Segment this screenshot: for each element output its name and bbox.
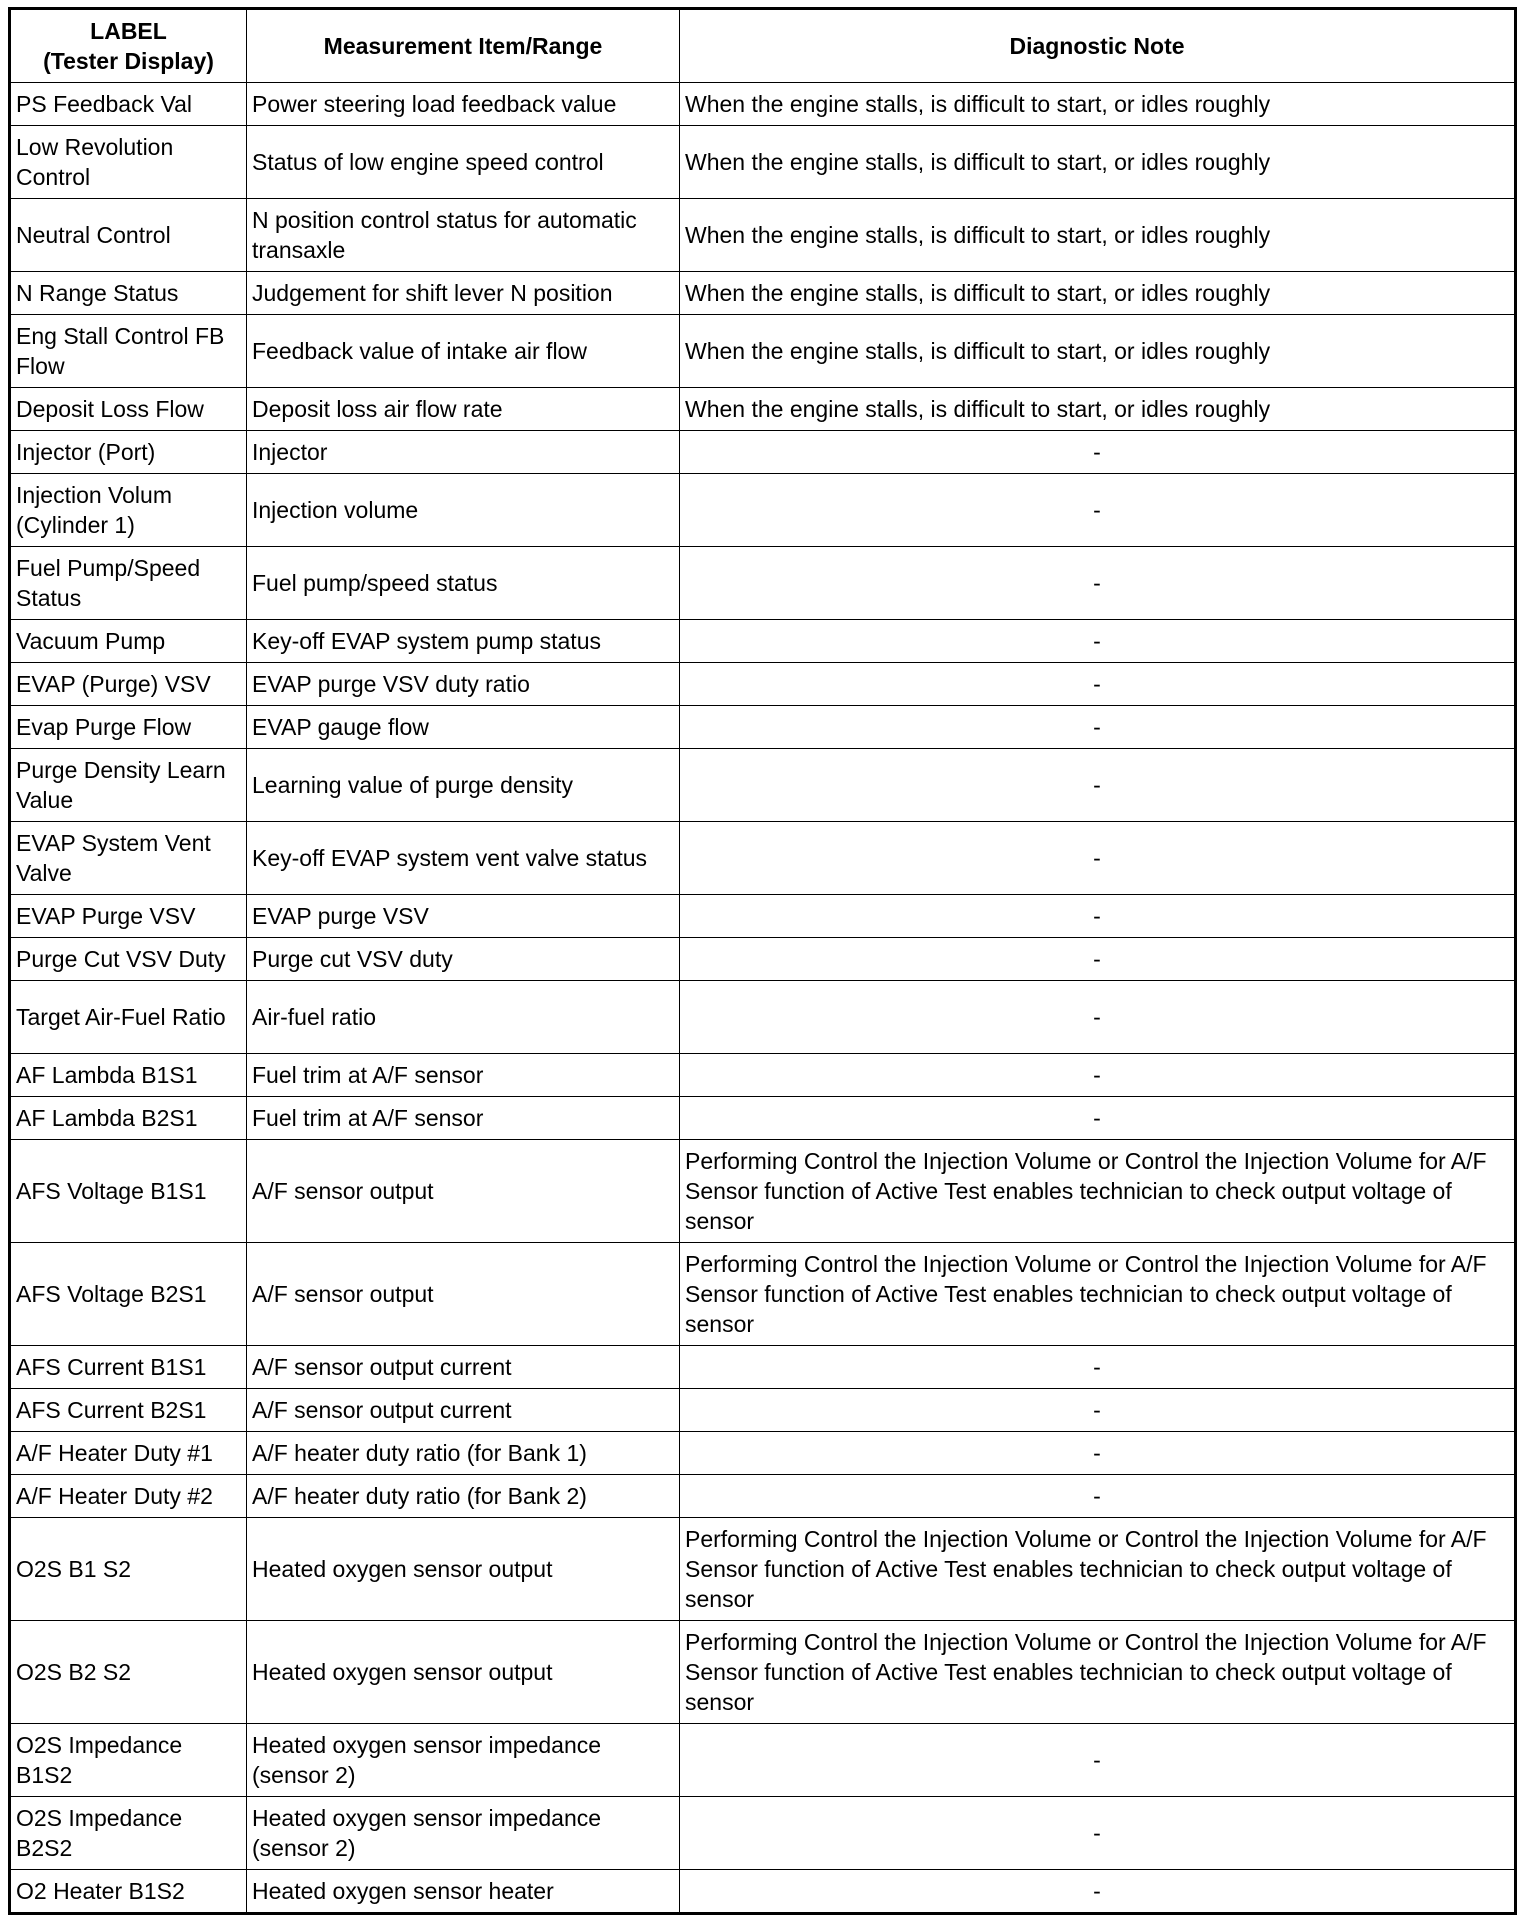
cell-diagnostic-note: Performing Control the Injection Volume or Control the Injection Volume for A/F Sensor function of Active Test enables technician to check output voltage of sensor bbox=[680, 1621, 1516, 1724]
table-row bbox=[10, 1243, 1516, 1346]
table-row bbox=[10, 749, 1516, 822]
cell-measurement: A/F sensor output bbox=[247, 1140, 680, 1243]
table-row bbox=[10, 1518, 1516, 1621]
table-row bbox=[10, 315, 1516, 388]
cell-label: O2 Heater B1S2 bbox=[10, 1870, 247, 1914]
cell-measurement: Injector bbox=[247, 431, 680, 474]
cell-diagnostic-note: - bbox=[680, 1475, 1516, 1518]
cell-measurement: Feedback value of intake air flow bbox=[247, 315, 680, 388]
cell-diagnostic-note: - bbox=[680, 1797, 1516, 1870]
table-row bbox=[10, 83, 1516, 126]
cell-label: AF Lambda B1S1 bbox=[10, 1054, 247, 1097]
cell-measurement: Power steering load feedback value bbox=[247, 83, 680, 126]
cell-diagnostic-note: - bbox=[680, 620, 1516, 663]
cell-measurement: Purge cut VSV duty bbox=[247, 938, 680, 981]
cell-label: AFS Voltage B2S1 bbox=[10, 1243, 247, 1346]
cell-diagnostic-note: When the engine stalls, is difficult to start, or idles roughly bbox=[680, 315, 1516, 388]
table-row bbox=[10, 126, 1516, 199]
cell-label: O2S B2 S2 bbox=[10, 1621, 247, 1724]
cell-measurement: Key-off EVAP system pump status bbox=[247, 620, 680, 663]
cell-label: Target Air-Fuel Ratio bbox=[10, 981, 247, 1054]
table-row bbox=[10, 706, 1516, 749]
cell-label: PS Feedback Val bbox=[10, 83, 247, 126]
cell-label: A/F Heater Duty #1 bbox=[10, 1432, 247, 1475]
cell-diagnostic-note: When the engine stalls, is difficult to start, or idles roughly bbox=[680, 126, 1516, 199]
table-row bbox=[10, 1097, 1516, 1140]
cell-diagnostic-note: - bbox=[680, 474, 1516, 547]
table-row bbox=[10, 1621, 1516, 1724]
cell-measurement: Learning value of purge density bbox=[247, 749, 680, 822]
cell-measurement: EVAP purge VSV bbox=[247, 895, 680, 938]
cell-measurement: A/F sensor output current bbox=[247, 1346, 680, 1389]
cell-diagnostic-note: - bbox=[680, 1346, 1516, 1389]
cell-measurement: A/F sensor output current bbox=[247, 1389, 680, 1432]
cell-measurement: A/F heater duty ratio (for Bank 2) bbox=[247, 1475, 680, 1518]
cell-measurement: Deposit loss air flow rate bbox=[247, 388, 680, 431]
cell-measurement: EVAP purge VSV duty ratio bbox=[247, 663, 680, 706]
cell-label: Eng Stall Control FB Flow bbox=[10, 315, 247, 388]
table-row bbox=[10, 547, 1516, 620]
cell-label: AFS Current B2S1 bbox=[10, 1389, 247, 1432]
cell-measurement: Status of low engine speed control bbox=[247, 126, 680, 199]
cell-diagnostic-note: - bbox=[680, 895, 1516, 938]
cell-label: O2S Impedance B2S2 bbox=[10, 1797, 247, 1870]
cell-diagnostic-note: Performing Control the Injection Volume or Control the Injection Volume for A/F Sensor function of Active Test enables technician to check output voltage of sensor bbox=[680, 1243, 1516, 1346]
cell-diagnostic-note: - bbox=[680, 1054, 1516, 1097]
cell-measurement: Heated oxygen sensor output bbox=[247, 1621, 680, 1724]
cell-diagnostic-note: - bbox=[680, 938, 1516, 981]
table-row bbox=[10, 1389, 1516, 1432]
cell-measurement: EVAP gauge flow bbox=[247, 706, 680, 749]
table-row bbox=[10, 1797, 1516, 1870]
table-row bbox=[10, 388, 1516, 431]
cell-measurement: A/F sensor output bbox=[247, 1243, 680, 1346]
cell-diagnostic-note: - bbox=[680, 1432, 1516, 1475]
cell-label: AFS Voltage B1S1 bbox=[10, 1140, 247, 1243]
cell-measurement: Judgement for shift lever N position bbox=[247, 272, 680, 315]
cell-measurement: Key-off EVAP system vent valve status bbox=[247, 822, 680, 895]
table-row bbox=[10, 1432, 1516, 1475]
cell-label: AF Lambda B2S1 bbox=[10, 1097, 247, 1140]
cell-measurement: Fuel trim at A/F sensor bbox=[247, 1097, 680, 1140]
cell-diagnostic-note: - bbox=[680, 749, 1516, 822]
cell-label: O2S B1 S2 bbox=[10, 1518, 247, 1621]
cell-label: EVAP (Purge) VSV bbox=[10, 663, 247, 706]
cell-label: Low Revolution Control bbox=[10, 126, 247, 199]
table-row bbox=[10, 822, 1516, 895]
table-row bbox=[10, 199, 1516, 272]
table-row bbox=[10, 1475, 1516, 1518]
cell-diagnostic-note: Performing Control the Injection Volume or Control the Injection Volume for A/F Sensor function of Active Test enables technician to check output voltage of sensor bbox=[680, 1518, 1516, 1621]
table-row bbox=[10, 663, 1516, 706]
cell-measurement: A/F heater duty ratio (for Bank 1) bbox=[247, 1432, 680, 1475]
table-header-row bbox=[10, 9, 1516, 83]
cell-measurement: Heated oxygen sensor output bbox=[247, 1518, 680, 1621]
cell-diagnostic-note: - bbox=[680, 1097, 1516, 1140]
table-row bbox=[10, 1140, 1516, 1243]
header-diagnostic-note: Diagnostic Note bbox=[680, 9, 1516, 83]
cell-label: AFS Current B1S1 bbox=[10, 1346, 247, 1389]
cell-label: Purge Cut VSV Duty bbox=[10, 938, 247, 981]
table-row bbox=[10, 620, 1516, 663]
cell-measurement: N position control status for automatic transaxle bbox=[247, 199, 680, 272]
cell-label: Neutral Control bbox=[10, 199, 247, 272]
cell-measurement: Heated oxygen sensor heater bbox=[247, 1870, 680, 1914]
cell-label: A/F Heater Duty #2 bbox=[10, 1475, 247, 1518]
diagnostic-data-table bbox=[8, 7, 1517, 1915]
cell-label: Vacuum Pump bbox=[10, 620, 247, 663]
table-body bbox=[10, 83, 1516, 1914]
cell-measurement: Heated oxygen sensor impedance (sensor 2) bbox=[247, 1797, 680, 1870]
cell-label: Purge Density Learn Value bbox=[10, 749, 247, 822]
cell-diagnostic-note: When the engine stalls, is difficult to start, or idles roughly bbox=[680, 272, 1516, 315]
cell-measurement: Injection volume bbox=[247, 474, 680, 547]
cell-label: EVAP Purge VSV bbox=[10, 895, 247, 938]
header-label bbox=[10, 9, 247, 83]
cell-label: Evap Purge Flow bbox=[10, 706, 247, 749]
cell-label: N Range Status bbox=[10, 272, 247, 315]
cell-diagnostic-note: When the engine stalls, is difficult to start, or idles roughly bbox=[680, 199, 1516, 272]
cell-diagnostic-note: - bbox=[680, 663, 1516, 706]
header-label-line1: LABEL bbox=[90, 18, 167, 44]
table-row bbox=[10, 1724, 1516, 1797]
cell-label: Injection Volum (Cylinder 1) bbox=[10, 474, 247, 547]
cell-diagnostic-note: - bbox=[680, 822, 1516, 895]
table-row bbox=[10, 272, 1516, 315]
header-measurement: Measurement Item/Range bbox=[247, 9, 680, 83]
cell-diagnostic-note: - bbox=[680, 431, 1516, 474]
cell-diagnostic-note: When the engine stalls, is difficult to start, or idles roughly bbox=[680, 83, 1516, 126]
cell-diagnostic-note: - bbox=[680, 706, 1516, 749]
cell-diagnostic-note: - bbox=[680, 1724, 1516, 1797]
cell-diagnostic-note: - bbox=[680, 1870, 1516, 1914]
cell-measurement: Air-fuel ratio bbox=[247, 981, 680, 1054]
cell-label: Fuel Pump/Speed Status bbox=[10, 547, 247, 620]
cell-measurement: Heated oxygen sensor impedance (sensor 2) bbox=[247, 1724, 680, 1797]
cell-diagnostic-note: Performing Control the Injection Volume or Control the Injection Volume for A/F Sensor function of Active Test enables technician to check output voltage of sensor bbox=[680, 1140, 1516, 1243]
table-row bbox=[10, 474, 1516, 547]
cell-label: EVAP System Vent Valve bbox=[10, 822, 247, 895]
cell-diagnostic-note: When the engine stalls, is difficult to start, or idles roughly bbox=[680, 388, 1516, 431]
cell-measurement: Fuel pump/speed status bbox=[247, 547, 680, 620]
table-row bbox=[10, 1346, 1516, 1389]
header-label-line2: (Tester Display) bbox=[43, 48, 214, 74]
cell-diagnostic-note: - bbox=[680, 981, 1516, 1054]
table-row bbox=[10, 1054, 1516, 1097]
table-row bbox=[10, 895, 1516, 938]
cell-label: O2S Impedance B1S2 bbox=[10, 1724, 247, 1797]
cell-diagnostic-note: - bbox=[680, 547, 1516, 620]
cell-label: Deposit Loss Flow bbox=[10, 388, 247, 431]
cell-label: Injector (Port) bbox=[10, 431, 247, 474]
table-row bbox=[10, 431, 1516, 474]
table-row bbox=[10, 1870, 1516, 1914]
cell-diagnostic-note: - bbox=[680, 1389, 1516, 1432]
table-row bbox=[10, 981, 1516, 1054]
cell-measurement: Fuel trim at A/F sensor bbox=[247, 1054, 680, 1097]
table-row bbox=[10, 938, 1516, 981]
